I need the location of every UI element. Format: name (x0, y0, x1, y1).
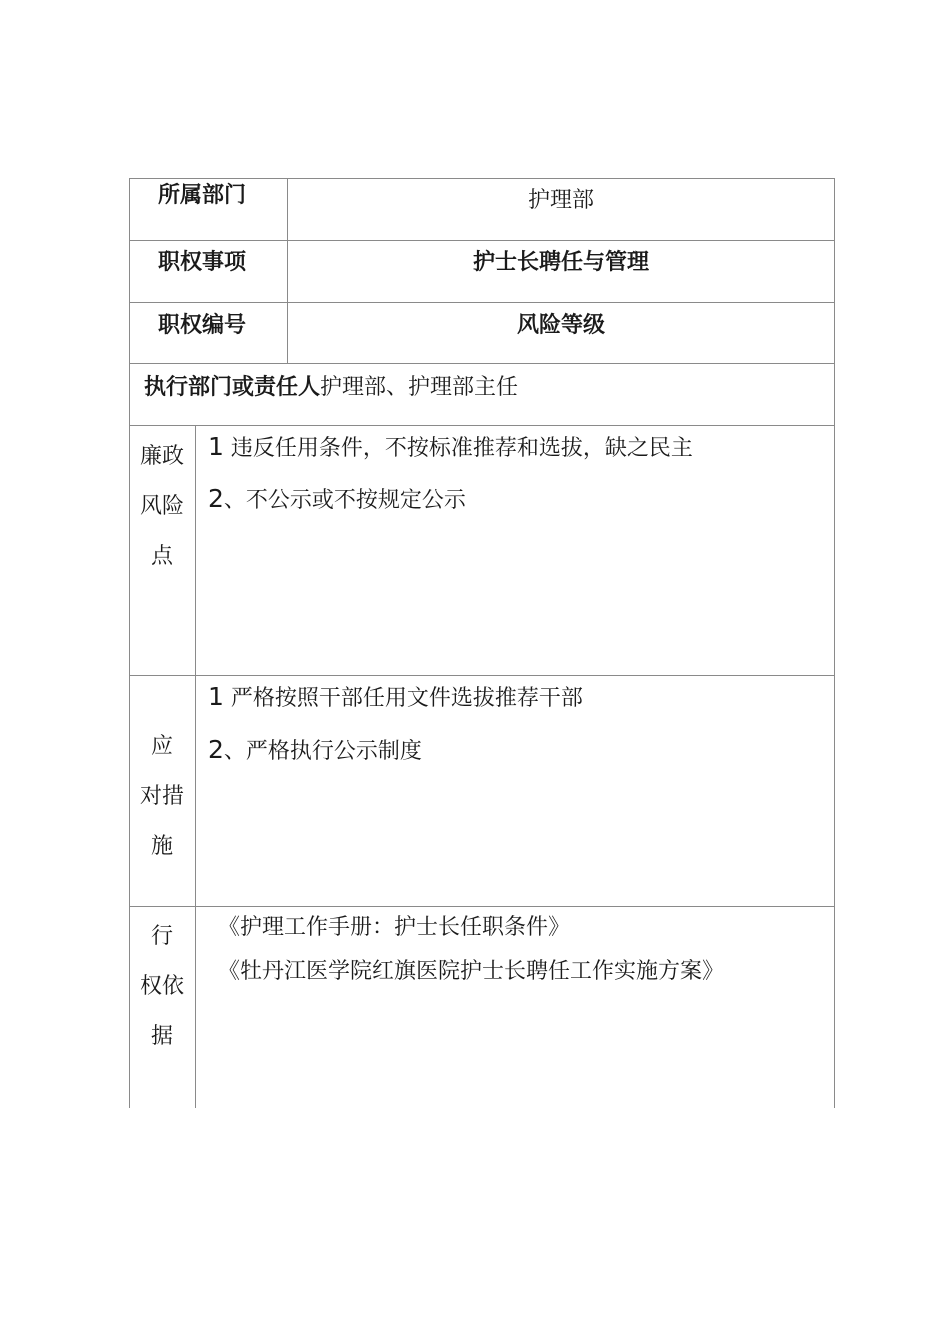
measures-label: 应 对措 施 (139, 734, 184, 859)
basis-item: 《牡丹江医学院红旗医院护士长聘任工作实施方案》 (218, 959, 725, 984)
measure-item: 1 严格按照干部任用文件选拔推荐干部 (208, 682, 583, 711)
executor-label: 执行部门或责任人 (144, 375, 321, 400)
department-value: 护理部 (527, 188, 594, 213)
basis-item: 《护理工作手册：护士长任职条件》 (218, 915, 571, 940)
table-rule (129, 425, 835, 426)
risk-points-label: 廉政 风险 点 (139, 444, 184, 569)
executor-line (144, 377, 518, 399)
risk-level-value: 风险等级 (516, 313, 605, 338)
risk-point-item: 2、不公示或不按规定公示 (208, 484, 466, 513)
table-rule (129, 302, 835, 303)
executor-value: 护理部、护理部主任 (320, 375, 519, 400)
table-rule (195, 425, 196, 1108)
table-rule (129, 240, 835, 241)
authority-item-value: 护士长聘任与管理 (472, 250, 649, 275)
table-rule (129, 178, 835, 179)
table-rule (129, 363, 835, 364)
table-rule (129, 906, 835, 907)
measure-item: 2、严格执行公示制度 (208, 735, 422, 764)
risk-point-item: 1 违反任用条件，不按标准推荐和选拔，缺之民主 (208, 432, 693, 461)
department-label: 所属部门 (158, 183, 247, 208)
authority-number-label: 职权编号 (158, 313, 247, 338)
basis-label: 行 权依 据 (139, 924, 184, 1049)
table-rule (129, 675, 835, 676)
authority-item-label: 职权事项 (158, 250, 247, 275)
